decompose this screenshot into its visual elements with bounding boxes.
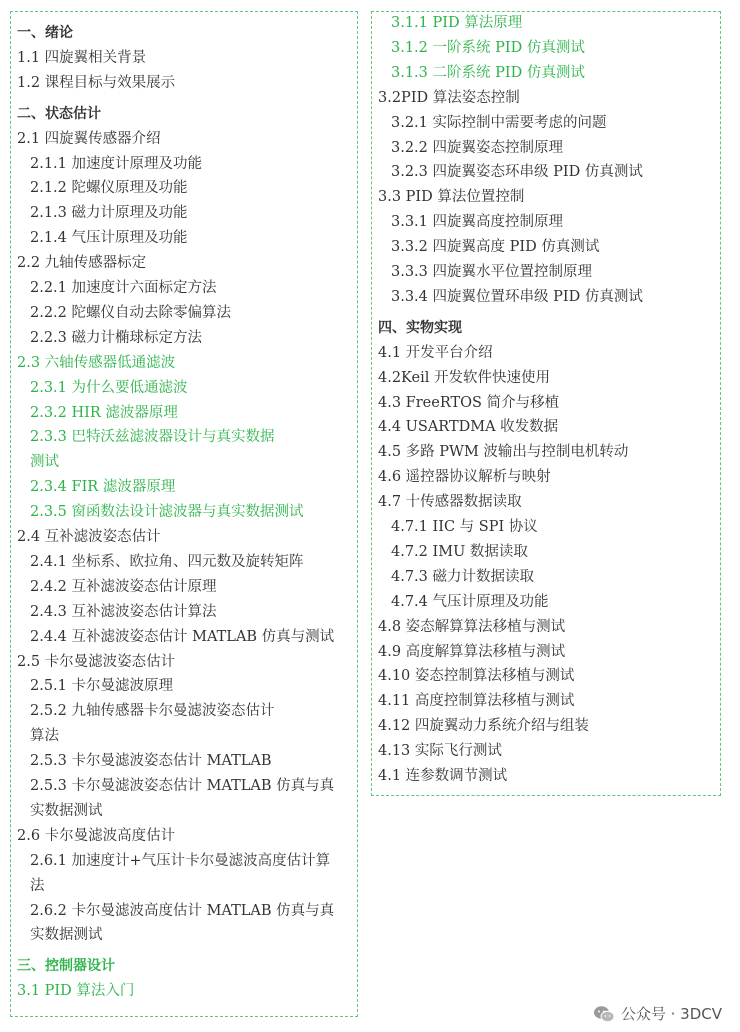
toc-entry: 2.1.4 气压计原理及功能 — [30, 230, 188, 247]
toc-entry: 3.1.2 一阶系统 PID 仿真测试 — [391, 39, 585, 56]
toc-entry: 4.12 四旋翼动力系统介绍与组装 — [378, 718, 589, 735]
toc-chapter-heading: 三、控制器设计 — [17, 958, 115, 975]
toc-entry: 4.3 FreeRTOS 简介与移植 — [378, 394, 560, 411]
toc-entry: 2.5.1 卡尔曼滤波原理 — [30, 678, 174, 695]
toc-entry: 2.3.3 巴特沃兹滤波器设计与真实数据 — [30, 429, 275, 446]
toc-entry: 2.2 九轴传感器标定 — [17, 255, 147, 272]
toc-entry: 2.2.1 加速度计六面标定方法 — [30, 280, 217, 296]
toc-entry: 2.1.3 磁力计原理及功能 — [30, 205, 188, 222]
toc-left-column — [10, 11, 358, 1017]
toc-entry: 4.4 USARTDMA 收发数据 — [378, 419, 559, 436]
toc-entry: 3.2.1 实际控制中需要考虑的问题 — [391, 114, 607, 131]
toc-entry: 3.3.4 四旋翼位置环串级 PID 仿真测试 — [391, 288, 643, 305]
toc-entry: 1.1 四旋翼相关背景 — [17, 49, 147, 66]
toc-entry: 2.5.3 卡尔曼滤波姿态估计 MATLAB 仿真与真 — [30, 778, 335, 794]
toc-entry: 3.3.2 四旋翼高度 PID 仿真测试 — [391, 239, 600, 256]
toc-entry: 2.5.2 九轴传感器卡尔曼滤波姿态估计 — [30, 703, 275, 720]
toc-entry: 4.1 连参数调节测试 — [378, 768, 508, 784]
toc-entry: 2.4.1 坐标系、欧拉角、四元数及旋转矩阵 — [30, 553, 304, 570]
toc-entry: 2.6.2 卡尔曼滤波高度估计 MATLAB 仿真与真 — [30, 902, 335, 919]
toc-entry: 3.3.1 四旋翼高度控制原理 — [391, 214, 564, 231]
toc-entry: 2.5 卡尔曼滤波姿态估计 — [17, 653, 176, 670]
toc-entry: 4.10 姿态控制算法移植与测试 — [378, 668, 575, 685]
toc-entry: 3.3 PID 算法位置控制 — [378, 189, 525, 206]
toc-entry: 4.5 多路 PWM 波输出与控制电机转动 — [378, 444, 629, 461]
toc-entry: 4.7.2 IMU 数据读取 — [391, 543, 528, 560]
toc-entry: 2.3.1 为什么要低通滤波 — [30, 379, 188, 396]
toc-entry: 2.4 互补滤波姿态估计 — [17, 529, 161, 545]
toc-entry: 4.7.1 IIC 与 SPI 协议 — [391, 519, 538, 535]
toc-entry: 2.6.1 加速度计+气压计卡尔曼滤波高度估计算 — [30, 852, 331, 869]
toc-entry: 2.4.2 互补滤波姿态估计原理 — [30, 578, 217, 595]
toc-entry: 3.1 PID 算法入门 — [17, 983, 135, 1000]
toc-entry: 2.3.5 窗函数法设计滤波器与真实数据测试 — [30, 504, 304, 521]
toc-entry: 2.6 卡尔曼滤波高度估计 — [17, 827, 176, 844]
toc-entry: 4.7.3 磁力计数据读取 — [391, 568, 535, 585]
toc-entry: 3.1.1 PID 算法原理 — [391, 15, 523, 31]
toc-entry: 2.4.4 互补滤波姿态估计 MATLAB 仿真与测试 — [30, 628, 335, 645]
toc-chapter-heading: 一、绪论 — [17, 25, 73, 41]
toc-entry: 3.2.3 四旋翼姿态环串级 PID 仿真测试 — [391, 164, 643, 181]
toc-entry: 2.2.2 陀螺仪自动去除零偏算法 — [30, 304, 232, 321]
toc-entry: 4.8 姿态解算算法移植与测试 — [378, 618, 566, 635]
toc-chapter-heading: 四、实物实现 — [378, 319, 462, 336]
toc-entry: 2.1.1 加速度计原理及功能 — [30, 155, 203, 172]
toc-entry: 法 — [30, 877, 45, 894]
toc-entry: 2.1 四旋翼传感器介绍 — [17, 130, 161, 147]
toc-entry: 4.2Keil 开发软件快速使用 — [378, 369, 550, 386]
toc-entry: 1.2 课程目标与效果展示 — [17, 74, 176, 91]
toc-entry: 2.2.3 磁力计椭球标定方法 — [30, 329, 203, 346]
toc-entry: 4.9 高度解算算法移植与测试 — [378, 643, 566, 660]
watermark — [593, 1003, 722, 1024]
wechat-icon — [593, 1005, 615, 1023]
toc-entry: 实数据测试 — [30, 802, 103, 819]
toc-entry: 2.3.2 HIR 滤波器原理 — [30, 404, 178, 421]
toc-entry: 算法 — [30, 728, 59, 745]
toc-entry: 2.5.3 卡尔曼滤波姿态估计 MATLAB — [30, 753, 272, 770]
toc-entry: 2.4.3 互补滤波姿态估计算法 — [30, 603, 217, 620]
toc-entry: 4.13 实际飞行测试 — [378, 743, 502, 760]
toc-entry: 3.3.3 四旋翼水平位置控制原理 — [391, 264, 593, 280]
toc-entry: 4.7.4 气压计原理及功能 — [391, 593, 549, 610]
toc-entry: 2.3 六轴传感器低通滤波 — [17, 354, 176, 371]
watermark-text: 公众号 · 3DCV — [620, 1005, 722, 1023]
toc-entry: 4.1 开发平台介绍 — [378, 344, 493, 361]
toc-entry: 3.2.2 四旋翼姿态控制原理 — [391, 139, 564, 156]
toc-right-column — [371, 11, 721, 796]
toc-entry: 2.1.2 陀螺仪原理及功能 — [30, 180, 188, 197]
toc-entry: 4.7 十传感器数据读取 — [378, 494, 522, 511]
toc-entry: 3.2PID 算法姿态控制 — [378, 89, 520, 106]
toc-entry: 测试 — [30, 454, 59, 471]
toc-entry: 2.3.4 FIR 滤波器原理 — [30, 479, 176, 496]
toc-entry: 4.6 遥控器协议解析与映射 — [378, 469, 551, 486]
toc-chapter-heading: 二、状态估计 — [17, 105, 101, 122]
toc-entry: 实数据测试 — [30, 927, 103, 944]
toc-entry: 4.11 高度控制算法移植与测试 — [378, 693, 575, 710]
toc-entry: 3.1.3 二阶系统 PID 仿真测试 — [391, 64, 585, 81]
